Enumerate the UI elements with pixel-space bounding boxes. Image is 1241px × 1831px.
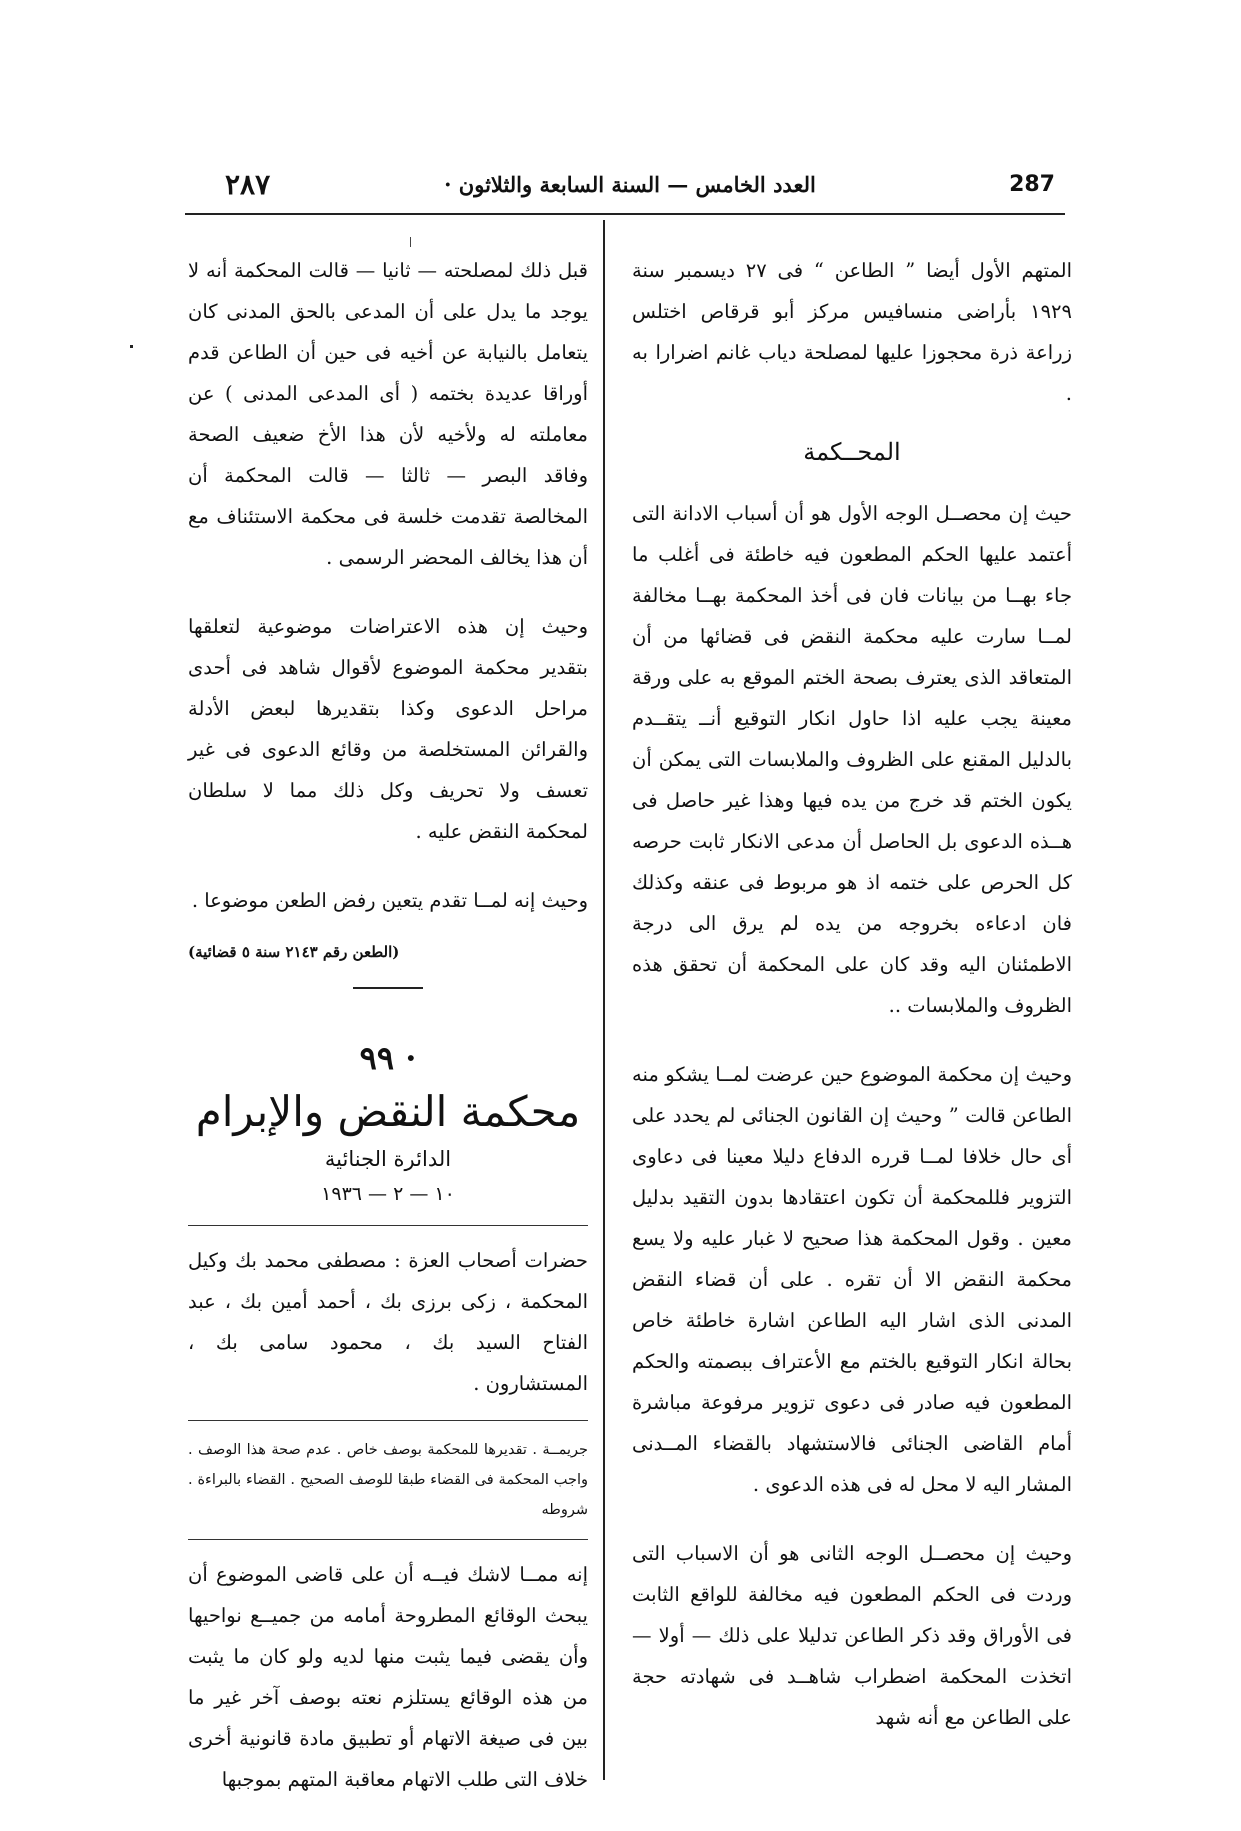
ruling-date: ١٠ — ٢ — ١٩٣٦ <box>321 1183 455 1205</box>
intro-paragraph: المتهم الأول أيضا ” الطاعن “ فى ٢٧ ديسمبر سنة ١٩٢٩ بأراضى منسافيس مركز أبو قرقاص اختلس زراعة ذرة محجوزا عليها لمصلحة دياب غانم اضرارا به . <box>632 259 1073 405</box>
case-citation: (الطعن رقم ٢١٤٣ سنة ٥ قضائية) <box>188 943 400 961</box>
section-heading: المحــكمة <box>803 438 901 466</box>
paragraph: وحيث إنه لمــا تقدم يتعين رفض الطعن موضوعا . <box>191 889 588 912</box>
running-title: العدد الخامس — السنة السابعة والثلاثون · <box>444 172 816 197</box>
paragraph: وحيث إن محصــل الوجه الثانى هو أن الاسباب التى وردت فى الحكم المطعون فيه مخالفة للواقع الثابت فى الأوراق وقد ذكر الطاعن تدليلا على ذلك — أولا — اتخذت المحكمة اضطراب شاهــد فى شهادته حجة على الطاعن مع أنه شهد <box>632 1542 1072 1729</box>
divider <box>188 1420 588 1421</box>
header-rule <box>185 213 1065 215</box>
page-number-latin: 287 <box>1009 172 1055 197</box>
court-members: حضرات أصحاب العزة : مصطفى محمد بك وكيل المحكمة ، زكى برزى بك ، أحمد أمين بك ، عبد الفتاح السيد بك ، محمود سامى بك ، المستشارون . <box>188 1249 588 1395</box>
left-column <box>188 250 588 1818</box>
paragraph: إنه ممــا لاشك فيــه أن على قاضى الموضوع أن يبحث الوقائع المطروحة أمامه من جميــع نواحيها وأن يقضى فيما يثبت منها لديه ولو كان ما يثبت من هذه الوقائع يستلزم نعته بوصف آخر غير ما بين فى صيغة الاتهام أو تطبيق مادة قانونية أخرى خلاف التى طلب الاتهام معاقبة المتهم بموجبها <box>188 1563 588 1791</box>
right-column <box>632 250 1072 1756</box>
headnote: جريمــة . تقديرها للمحكمة بوصف خاص . عدم صحة هذا الوصف . واجب المحكمة فى القضاء طبقا للوصف الصحيح . القضاء بالبراءة . شروطه <box>188 1442 588 1518</box>
circuit-name: الدائرة الجنائية <box>324 1147 452 1171</box>
divider <box>188 1539 588 1540</box>
case-number: · ٩٩ <box>359 1039 417 1077</box>
divider <box>188 1225 588 1226</box>
paragraph: قبل ذلك لمصلحته — ثانيا — قالت المحكمة أنه لا يوجد ما يدل على أن المدعى بالحق المدنى كان يتعامل بالنيابة عن أخيه فى حين أن الطاعن قدم أوراقا عديدة بختمه ( أى المدعى المدنى ) عن معاملته له ولأخيه لأن هذا الأخ ضعيف الصحة وفاقد البصر — ثالثا — قالت المحكمة أن المخالصة تقدمت خلسة فى محكمة الاستئناف مع أن هذا يخالف المحضر الرسمى . <box>188 259 588 569</box>
margin-mark <box>130 345 133 348</box>
paragraph: وحيث إن محكمة الموضوع حين عرضت لمــا يشكو منه الطاعن قالت ” وحيث إن القانون الجنائى لم يحدد على أى حال خلافا لمــا قرره الدفاع دليلا معينا فى دعاوى التزوير فللمحكمة أن تكون اعتقادها بدون التقيد بدليل معين . وقول المحكمة هذا صحيح لا غبار عليه ولا يسع محكمة النقض الا أن تقره . على أن قضاء النقض المدنى الذى اشار اليه الطاعن اشارة خاطئة خاص بحالة انكار التوقيع بالختم مع الأعتراف ببصمته والحكم المطعون فيه صادر فى دعوى تزوير مرفوعة مباشرة أمام القاضى الجنائى فالاستشهاد بالقضاء المــدنى المشار اليه لا محل له فى هذه الدعوى . <box>632 1063 1072 1496</box>
margin-tick <box>410 237 411 247</box>
section-rule <box>353 987 423 989</box>
paragraph: وحيث إن هذه الاعتراضات موضوعية لتعلقها بتقدير محكمة الموضوع لأقوال شاهد فى أحدى مراحل الدعوى وكذا بتقديرها لبعض الأدلة والقرائن المستخلصة من وقائع الدعوى فى غير تعسف ولا تحريف وكل ذلك مما لا سلطان لمحكمة النقض عليه . <box>188 615 588 843</box>
page-number-arabic: ٢٨٧ <box>225 168 271 201</box>
column-divider <box>603 220 605 1780</box>
paragraph: حيث إن محصــل الوجه الأول هو أن أسباب الادانة التى أعتمد عليها الحكم المطعون فيه خاطئة فى أغلب ما جاء بهــا من بيانات فان فى أخذ المحكمة بهــا مخالفة لمــا سارت عليه محكمة النقض فى قضائها من أن المتعاقد الذى يعترف بصحة الختم الموقع به على ورقة معينة يجب عليه اذا حاول انكار التوقيع أنــ يتقــدم بالدليل المقنع على الظروف والملابسات التى يمكن أن يكون الختم قد خرج من يده فيها وهذا غير حاصل فى هــذه الدعوى بل الحاصل أن مدعى الانكار ثابت حرصه كل الحرص على ختمه اذ هو مربوط فى عنقه وكذلك فان ادعاءه بخروجه من يده لم يرق الى درجة الاطمئنان اليه وقد كان على المحكمة أن تحقق هذه الظروف والملابسات .. <box>632 502 1072 1017</box>
court-title: محكمة النقض والإبرام <box>195 1087 581 1136</box>
